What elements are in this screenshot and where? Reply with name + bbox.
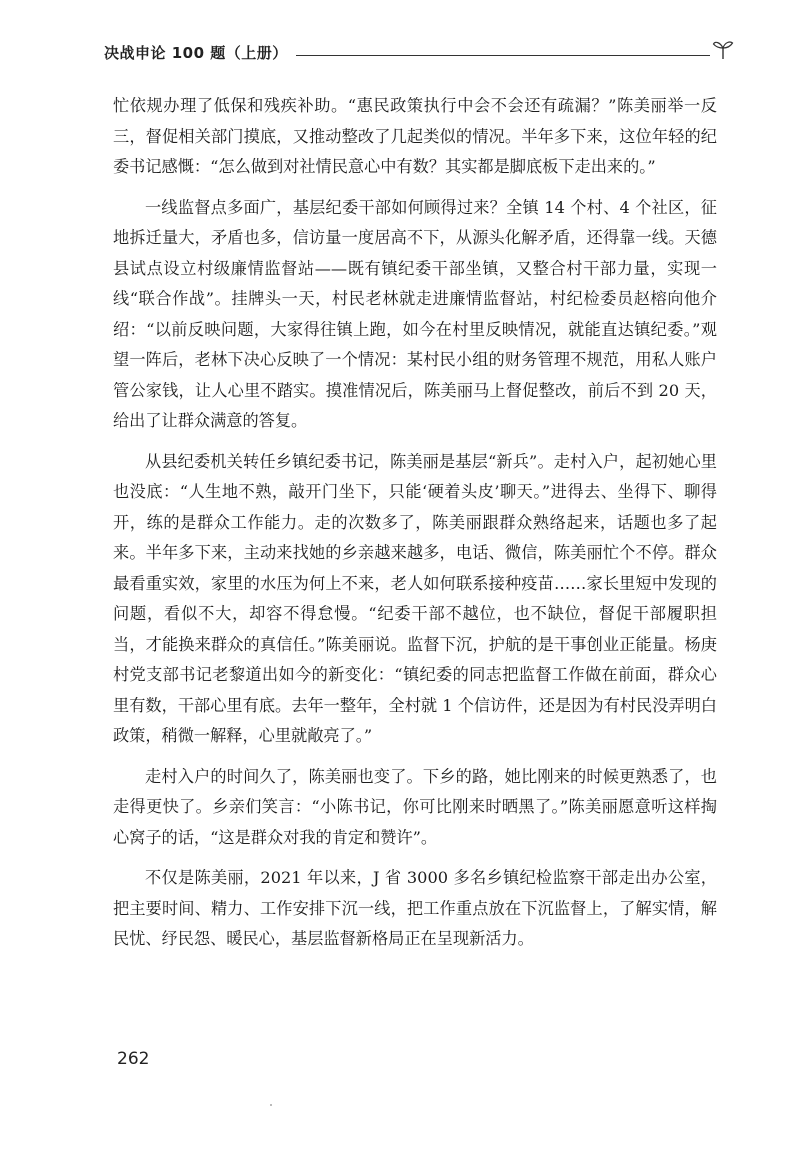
book-title: 决战申论 100 题（上册） <box>104 43 288 62</box>
sprout-icon <box>712 38 734 60</box>
paragraph-4: 走村入户的时间久了，陈美丽也变了。下乡的路，她比刚来的时候更熟悉了，也走得更快了。乡亲们笑言：“小陈书记，你可比刚来时晒黑了。”陈美丽愿意听这样掏心窝子的话，“这是群众对我的肯定和赞许”。 <box>113 766 717 847</box>
paragraph-3: 从县纪委机关转任乡镇纪委书记，陈美丽是基层“新兵”。走村入户，起初她心里也没底：“人生地不熟，敲开门坐下，只能‘硬着头皮’聊天。”进得去、坐得下、聊得开，练的是群众工作能力。走的次数多了，陈美丽跟群众熟络起来，话题也多了起来。半年多下来，主动来找她的乡亲越来越多，电话、微信，陈美丽忙个不停。群众最看重实效，家里的水压为何上不来，老人如何联系接种疫苗……家长里短中发现的问题，看似不大，却容不得怠慢。“纪委干部不越位，也不缺位，督促干部履职担当，才能换来群众的真信任。”陈美丽说。监督下沉，护航的是干事创业正能量。杨庚村党支部书记老黎道出如今的新变化：“镇纪委的同志把监督工作做在前面，群众心里有数，干部心里有底。去年一整年，全村就 1 个信访件，还是因为有村民没弄明白政策，稍微一解释，心里就敞亮了。” <box>113 451 717 745</box>
article-body <box>113 91 717 965</box>
header-rule <box>296 55 710 56</box>
paragraph-1: 忙依规办理了低保和残疾补助。“惠民政策执行中会不会还有疏漏？”陈美丽举一反三，督促相关部门摸底，又推动整改了几起类似的情况。半年多下来，这位年轻的纪委书记感慨：“怎么做到对社情民意心中有数？其实都是脚底板下走出来的。” <box>113 96 717 176</box>
scan-speck <box>270 1104 272 1106</box>
running-header <box>104 40 734 64</box>
paragraph-5: 不仅是陈美丽，2021 年以来，J 省 3000 多名乡镇纪检监察干部走出办公室，把主要时间、精力、工作安排下沉一线，把工作重点放在下沉监督上，了解实情，解民忧、纾民怨、暖民心，基层监督新格局正在呈现新活力。 <box>113 868 717 948</box>
paragraph-2: 一线监督点多面广，基层纪委干部如何顾得过来？全镇 14 个村、4 个社区，征地拆迁量大，矛盾也多，信访量一度居高不下，从源头化解矛盾，还得靠一线。天德县试点设立村级廉情监督站——既有镇纪委干部坐镇，又整合村干部力量，实现一线“联合作战”。挂牌头一天，村民老林就走进廉情监督站，村纪检委员赵榕向他介绍：“以前反映问题，大家得往镇上跑，如今在村里反映情况，就能直达镇纪委。”观望一阵后，老林下决心反映了一个情况：某村民小组的财务管理不规范，用私人账户管公家钱，让人心里不踏实。摸准情况后，陈美丽马上督促整改，前后不到 20 天，给出了让群众满意的答复。 <box>113 197 717 430</box>
page-number: 262 <box>117 1049 150 1069</box>
